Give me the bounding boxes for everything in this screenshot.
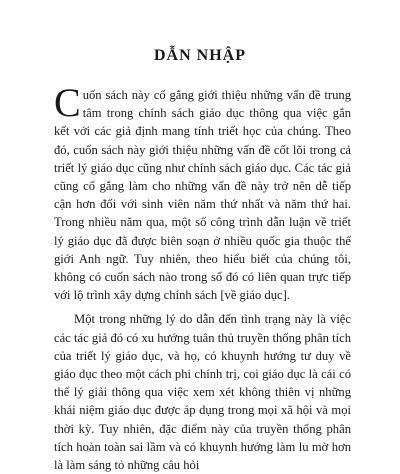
chapter-title: DẪN NHẬP	[154, 47, 246, 64]
paragraph-2	[54, 310, 351, 474]
body-text	[54, 80, 351, 474]
drop-cap: C	[54, 80, 81, 125]
paragraph-2-text: Một trong những lý do dẫn đến tình trạng này là việc các tác giả đó có xu hướng tuân thủ truyền thống phân tích của triết lý giáo dục, và họ, có khuynh hướng tư duy về giáo dục theo một cách phi chính trị, coi giáo dục là cái có thể lý giải thông qua việc xem xét không thiên vị những khái niệm giáo dục được áp dụng trong mọi xã hội và mọi thời kỳ. Tuy nhiên, đặc điểm này của truyền thống phân tích hoàn toàn sai lầm và có khuynh hướng làm lu mờ hơn là làm sáng tỏ những câu hỏi	[54, 312, 351, 473]
paragraph-1	[54, 80, 351, 304]
paragraph-1-text: uốn sách này cố gắng giới thiệu những vấn đề trung tâm trong chính sách giáo dục thông qua việc gắn kết với các giả định mang tính triết học của chúng. Theo đó, cuốn sách này giới thiệu những vấn đề cốt lõi trong cả triết lý giáo dục cũng như chính sách giáo dục. Các tác giả cũng cố gắng làm cho những vấn đề này trở nên dễ tiếp cận hơn đối với sinh viên năm thứ nhất và năm thứ hai. Trong nhiều năm qua, một số công trình dẫn luận về triết lý giáo dục đã được biên soạn ở nhiều quốc gia thuộc thế giới Anh ngữ. Tuy nhiên, theo hiểu biết của chúng tôi, không có cuốn sách nào trong số đó có liên quan trực tiếp với lộ trình xây dựng chính sách [về giáo dục].	[54, 88, 351, 303]
